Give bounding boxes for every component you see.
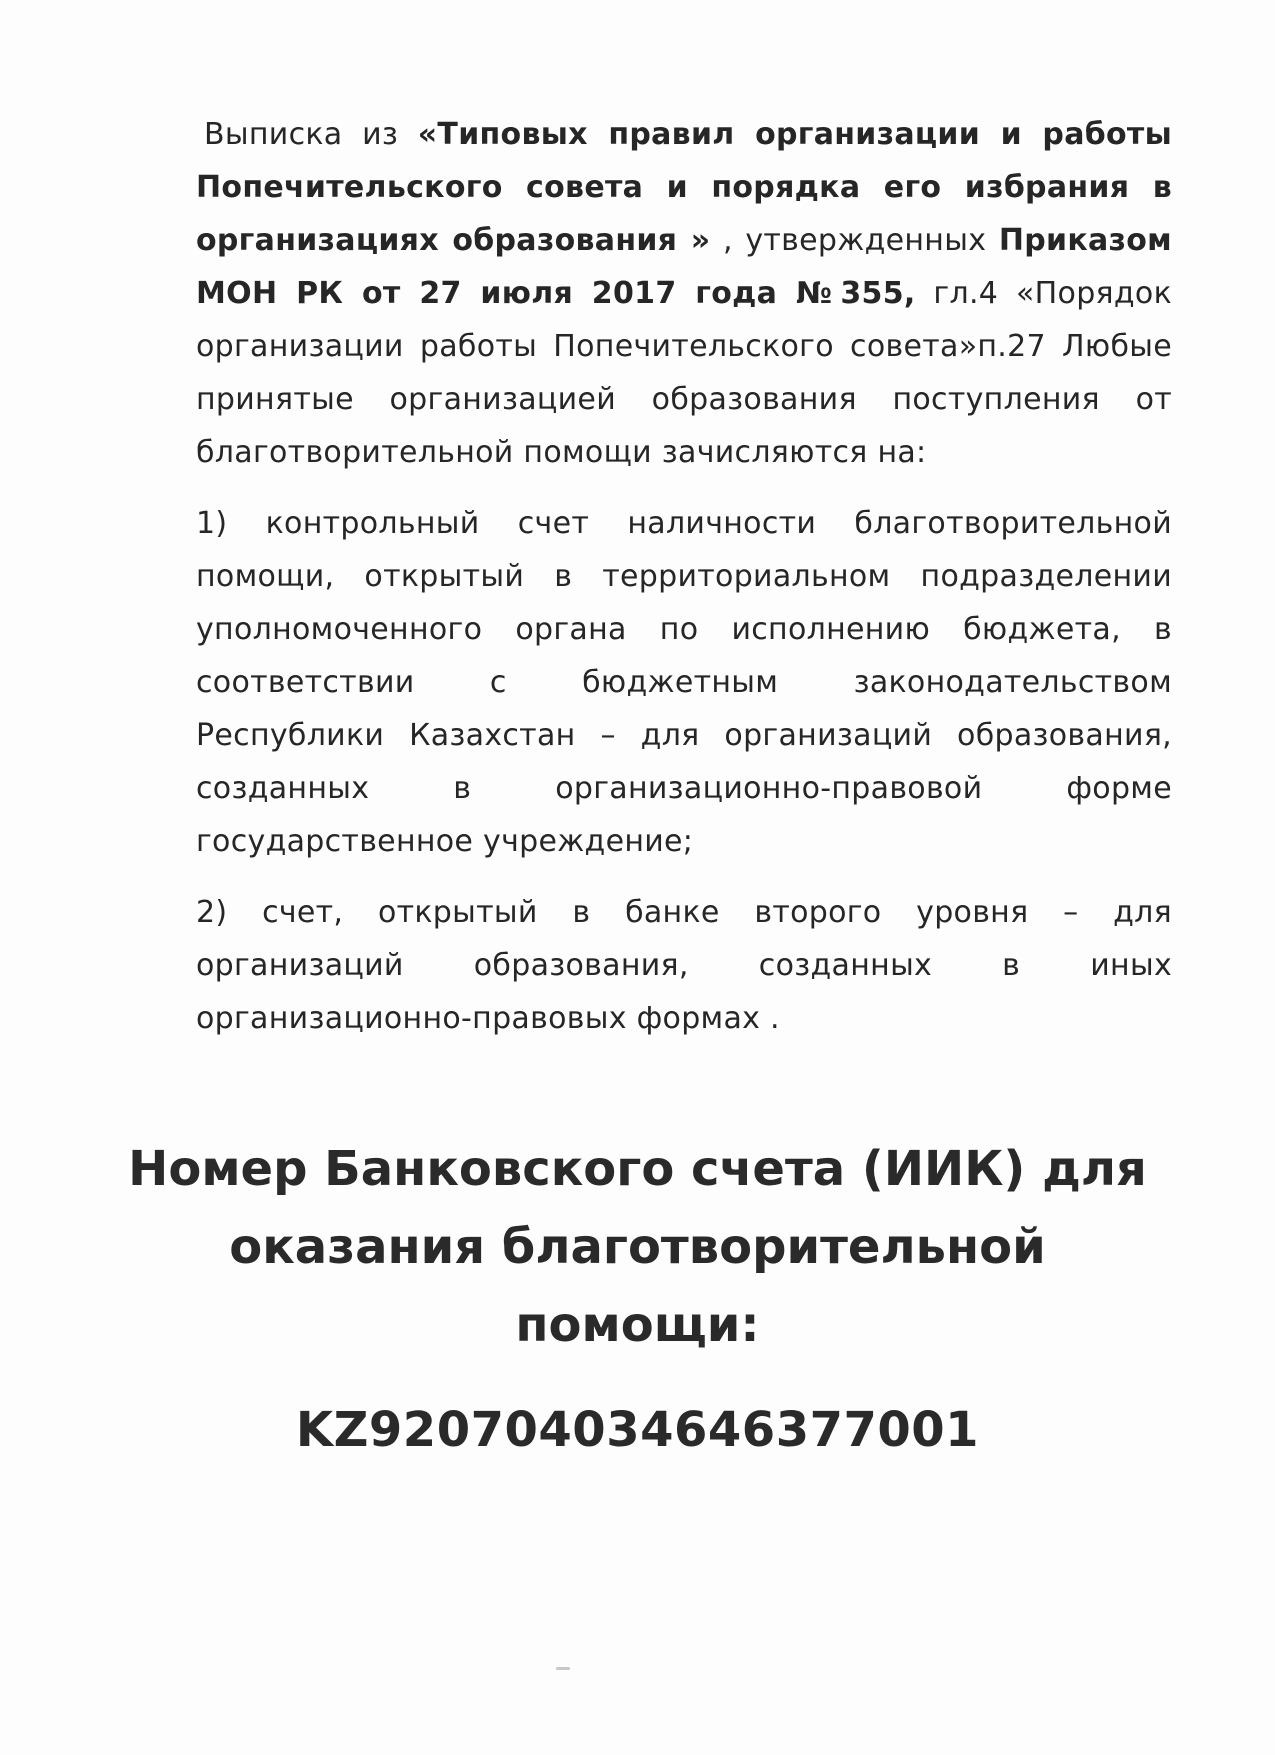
scan-speck	[556, 1667, 570, 1670]
intro-paragraph	[196, 108, 1172, 479]
account-heading-line-2: оказания благотворительной	[229, 1219, 1046, 1275]
list-item-1: 1) контрольный счет наличности благотворительной помощи, открытый в территориальном подразделении уполномоченного органа по исполнению бюджета, в соответствии с бюджетным законодательством Республики Казахстан – для организаций образования, созданных в организационно-правовой форме государственное учреждение;	[196, 506, 1172, 859]
account-heading-line-1: Номер Банковского счета (ИИК) для	[128, 1141, 1147, 1197]
intro-lead: Выписка из	[204, 117, 418, 152]
account-heading	[100, 1130, 1175, 1364]
account-number: KZ920704034646377001	[295, 1402, 980, 1458]
document-body	[196, 108, 1172, 1045]
list-item-2: 2) счет, открытый в банке второго уровня – для организаций образования, созданных в иных организационно-правовых формах .	[196, 895, 1172, 1036]
account-heading-line-3: помощи:	[515, 1297, 760, 1353]
approved-text: , утвержденных	[710, 223, 999, 258]
bank-account-block	[100, 1130, 1175, 1460]
chapter-text: гл.4 «Порядок организации работы Попечительского совета»п.27 Любые принятые организацией образования поступления от благотворительной помощи зачисляются на:	[196, 276, 1172, 470]
rules-title: «Типовых правил организации и работы Попечительского совета и порядка его избрания в организациях образования »	[196, 117, 1173, 258]
order-reference: Приказом МОН РК от 27 июля 2017 года №355,	[196, 223, 1172, 311]
